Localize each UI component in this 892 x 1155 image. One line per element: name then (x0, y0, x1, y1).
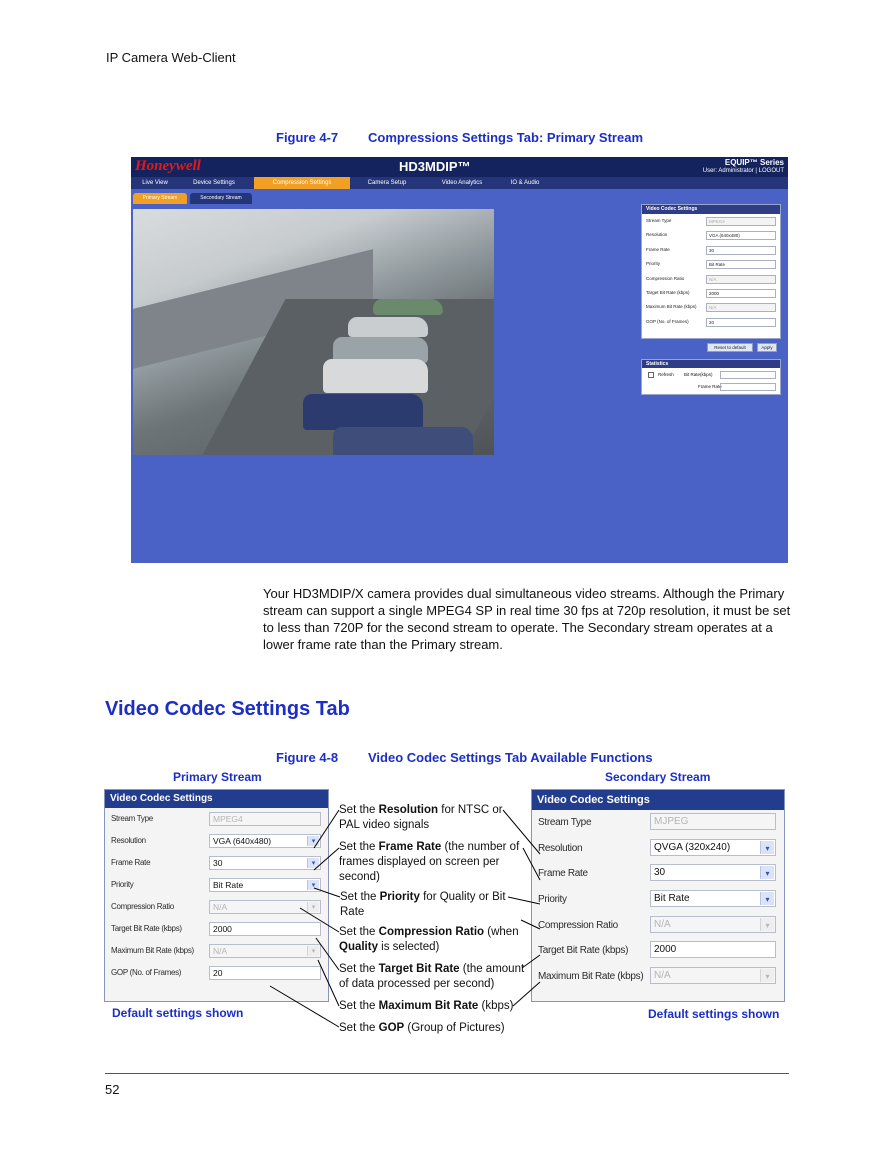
resolution-value: QVGA (320x240) (654, 841, 731, 853)
series-name: EQUIP™ Series (724, 158, 784, 167)
frame-rate-value (720, 383, 776, 391)
annotation-text: Set the (339, 1000, 379, 1012)
chevron-down-icon: ▾ (307, 902, 319, 912)
row-value[interactable]: 2000 (706, 289, 776, 298)
annotation-text: Set the (339, 926, 379, 938)
annotation-priority (340, 890, 520, 920)
annotation-bold: Target Bit Rate (378, 963, 460, 975)
panel-row (642, 257, 780, 271)
annotation-text: (when (484, 926, 519, 938)
honeywell-logo: Honeywell (135, 158, 201, 174)
annotation-text: Set the (339, 963, 379, 975)
stream-type-label: Stream Type (538, 817, 592, 828)
default-settings-primary: Default settings shown (112, 1006, 244, 1020)
resolution-value: VGA (640x480) (213, 836, 272, 846)
max-bit-rate-value: N/A (654, 970, 671, 982)
frame-rate-label: Frame Rate (698, 384, 722, 389)
figure-title: Compressions Settings Tab: Primary Stream (368, 130, 644, 145)
chevron-down-icon[interactable]: ▾ (307, 880, 319, 890)
row-label: Frame Rate (646, 246, 670, 252)
chevron-down-icon[interactable]: ▾ (307, 836, 319, 846)
frame-rate-row (532, 861, 784, 887)
compression-ratio-select (650, 916, 776, 933)
annotation-text: Set the (339, 1022, 379, 1034)
nav-device-settings[interactable]: Device Settings (193, 180, 235, 186)
nav-video-analytics[interactable]: Video Analytics (441, 180, 483, 186)
panel-title: Video Codec Settings (532, 790, 784, 810)
frame-rate-label: Frame Rate (538, 868, 588, 880)
panel-title: Video Codec Settings (642, 205, 780, 214)
running-header: IP Camera Web-Client (106, 50, 236, 65)
live-camera-view (133, 209, 494, 455)
max-bit-rate-value: N/A (213, 946, 228, 956)
panel-row (642, 300, 780, 314)
priority-label: Priority (538, 894, 567, 906)
stream-type-value: MJPEG (650, 813, 776, 830)
statistics-title: Statistics (642, 360, 780, 368)
compression-settings-screenshot (131, 157, 788, 563)
panel-row (642, 315, 780, 329)
user-logout[interactable]: User: Administrator | LOGOUT (702, 168, 784, 174)
figure-number: Figure 4-7 (276, 130, 339, 145)
codec-settings-panel-small (641, 204, 781, 339)
page-number: 52 (105, 1082, 120, 1097)
tab-primary-stream[interactable]: Primary Stream (133, 193, 187, 204)
row-label: Stream Type (646, 218, 672, 223)
compression-ratio-row (105, 896, 328, 918)
panel-row (642, 286, 780, 300)
nav-camera-setup[interactable]: Camera Setup (367, 180, 407, 186)
max-bit-rate-label: Maximum Bit Rate (kbps) (538, 971, 644, 983)
car (348, 317, 428, 337)
priority-row (532, 887, 784, 913)
car (333, 427, 473, 455)
priority-label: Priority (111, 880, 134, 889)
app-header-bar (131, 157, 788, 177)
annotation-target-bit-rate (339, 962, 525, 992)
annotation-bold: Priority (379, 891, 420, 903)
row-label: Compression Ratio (646, 275, 685, 281)
max-bit-rate-label: Maximum Bit Rate (kbps) (111, 946, 194, 955)
chevron-down-icon[interactable]: ▾ (760, 892, 774, 905)
figure-4-7-caption (276, 130, 643, 145)
chevron-down-icon[interactable]: ▾ (760, 866, 774, 879)
annotation-max-bit-rate (339, 999, 525, 1014)
chevron-down-icon: ▾ (307, 946, 319, 956)
frame-rate-label: Frame Rate (111, 858, 151, 867)
chevron-down-icon: ▾ (760, 918, 774, 931)
compression-ratio-value: N/A (654, 918, 671, 930)
annotation-gop (339, 1021, 529, 1036)
tab-secondary-stream[interactable]: Secondary Stream (190, 193, 252, 204)
stream-type-row (105, 808, 328, 830)
resolution-select[interactable] (650, 839, 776, 856)
chevron-down-icon[interactable]: ▾ (307, 858, 319, 868)
annotation-compression-ratio (339, 925, 529, 955)
car (373, 299, 443, 315)
target-bit-rate-input[interactable]: 2000 (650, 941, 776, 958)
row-value: N/A (706, 275, 776, 284)
annotation-text: for Quality or Bit Rate (340, 891, 506, 918)
target-bit-rate-input[interactable]: 2000 (209, 922, 321, 936)
figure-4-8-caption (276, 750, 653, 765)
compression-ratio-value: N/A (213, 902, 228, 912)
bit-rate-value (720, 371, 776, 379)
annotation-text: (the amount of data processed per second) (339, 963, 525, 990)
gop-label: GOP (No. of Frames) (111, 968, 182, 977)
section-heading: Video Codec Settings Tab (105, 698, 350, 720)
main-nav (131, 177, 788, 189)
chevron-down-icon: ▾ (760, 969, 774, 982)
panel-row (642, 228, 780, 242)
refresh-label: Refresh (658, 372, 674, 377)
annotation-frame-rate (339, 840, 525, 885)
annotation-resolution (339, 803, 511, 833)
compression-ratio-label: Compression Ratio (538, 919, 618, 931)
body-paragraph: Your HD3MDIP/X camera provides dual simultaneous video streams. Although the Primary stream can support a single MPEG4 SP in real time 30 fps at 720p resolution, it must be set to less than 720P for the second stream to operate. The Secondary stream operates at a lower frame rate than the Primary stream. (263, 586, 791, 652)
figure-title: Video Codec Settings Tab Available Functions (368, 750, 653, 765)
max-bit-rate-select (650, 967, 776, 984)
annotation-text: (Group of Pictures) (404, 1022, 505, 1034)
priority-value: Bit Rate (213, 880, 244, 890)
row-value[interactable]: Bit Rate (706, 260, 776, 269)
annotation-text: Set the (339, 841, 379, 853)
gop-input[interactable]: 20 (209, 966, 321, 980)
primary-codec-panel (104, 789, 329, 1002)
row-value: N/A (706, 303, 776, 312)
target-bit-rate-row (532, 938, 784, 964)
nav-live-view[interactable]: Live View (142, 180, 168, 186)
frame-rate-value: 30 (213, 858, 223, 868)
stream-type-row (532, 810, 784, 836)
compression-ratio-label: Compression Ratio (111, 902, 174, 911)
stream-type-label: Stream Type (111, 814, 153, 823)
annotation-text: (kbps) (478, 1000, 514, 1012)
row-value[interactable]: 20 (706, 318, 776, 327)
chevron-down-icon[interactable]: ▾ (760, 841, 774, 854)
target-bit-rate-label: Target Bit Rate (kbps) (111, 924, 182, 933)
resolution-row (105, 830, 328, 852)
priority-select[interactable] (650, 890, 776, 907)
reset-default-button[interactable]: Reset to default (707, 343, 753, 352)
max-bit-rate-row (532, 964, 784, 990)
target-bit-rate-row (105, 918, 328, 940)
panel-row (642, 272, 780, 286)
annotation-text: Set the (340, 891, 380, 903)
annotation-text: (the number of frames displayed on screen per second) (339, 841, 520, 883)
refresh-checkbox[interactable] (648, 372, 654, 378)
secondary-stream-label: Secondary Stream (605, 770, 711, 784)
row-value[interactable]: VGA (640x480) (706, 231, 776, 240)
priority-row (105, 874, 328, 896)
frame-rate-row (105, 852, 328, 874)
gop-row (105, 962, 328, 984)
compression-ratio-row (532, 913, 784, 939)
annotation-bold: Resolution (378, 804, 439, 816)
panel-row (642, 214, 780, 228)
frame-rate-select[interactable] (650, 864, 776, 881)
frame-rate-select[interactable] (209, 856, 321, 870)
priority-value: Bit Rate (654, 893, 690, 905)
panel-row (642, 243, 780, 257)
frame-rate-value: 30 (654, 867, 666, 879)
statistics-panel (641, 359, 781, 395)
row-label: Target Bit Rate (kbps) (646, 289, 690, 295)
resolution-label: Resolution (538, 842, 583, 854)
annotation-text: is selected) (377, 941, 440, 953)
stream-type-value: MPEG4 (209, 812, 321, 826)
nav-compression-settings[interactable]: Compression Settings (254, 177, 350, 189)
apply-button[interactable]: Apply (757, 343, 777, 352)
default-settings-secondary: Default settings shown (648, 1007, 780, 1021)
row-label: Resolution (646, 232, 668, 238)
row-value: MPEG4 (706, 217, 776, 226)
priority-select[interactable] (209, 878, 321, 892)
compression-ratio-select (209, 900, 321, 914)
primary-stream-label: Primary Stream (173, 770, 262, 784)
annotation-bold: GOP (378, 1022, 405, 1034)
max-bit-rate-row (105, 940, 328, 962)
max-bit-rate-select (209, 944, 321, 958)
annotation-bold: Maximum Bit Rate (378, 1000, 479, 1012)
row-label: Maximum Bit Rate (kbps) (646, 304, 697, 310)
resolution-select[interactable] (209, 834, 321, 848)
secondary-codec-panel (531, 789, 785, 1002)
annotation-text: Set the (339, 804, 379, 816)
row-label: GOP (No. of Frames) (646, 318, 689, 324)
figure-number: Figure 4-8 (276, 750, 339, 765)
annotation-bold: Compression Ratio (378, 926, 485, 938)
footer-divider (105, 1073, 789, 1074)
car (303, 394, 423, 430)
car (323, 359, 428, 393)
bit-rate-label: Bit Rate(kbps) (684, 372, 713, 377)
resolution-label: Resolution (111, 836, 146, 845)
annotation-text: for NTSC or PAL video signals (339, 804, 503, 831)
annotation-bold: Quality (339, 941, 378, 953)
product-name: HD3MDIP™ (399, 159, 471, 174)
annotation-bold: Frame Rate (378, 841, 442, 853)
series-label (703, 158, 784, 176)
panel-title: Video Codec Settings (105, 790, 328, 808)
row-label: Priority (646, 261, 661, 267)
resolution-row (532, 836, 784, 862)
nav-io-audio[interactable]: IO & Audio (510, 180, 540, 186)
target-bit-rate-label: Target Bit Rate (kbps) (538, 945, 629, 957)
row-value[interactable]: 30 (706, 246, 776, 255)
